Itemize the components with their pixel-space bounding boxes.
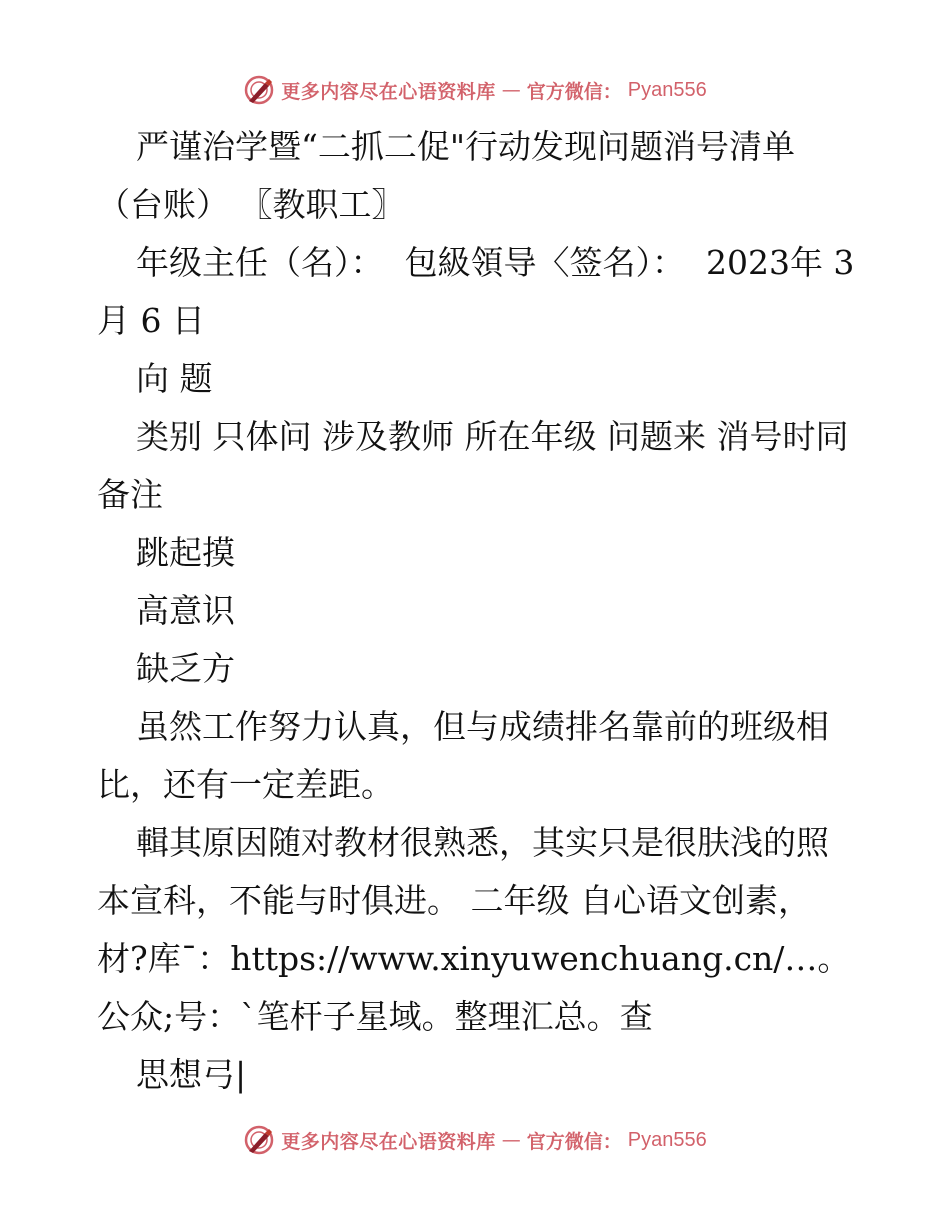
watermark-dash: — <box>501 79 521 101</box>
table-header-line: 类别 只体问 涉及教师 所在年级 问题来 消号时同 备注 <box>97 417 859 514</box>
text-line: 高意识 <box>136 591 235 630</box>
text-paragraph: 虽然工作努力认真，但与成绩排名靠前的班级相比，还有一定差距。 <box>97 707 829 804</box>
watermark-wechat-label: 官方微信： <box>526 1130 622 1153</box>
signature-line: 年级主任（名）： 包級領导〈签名）： 2023年 3 月 6 日 <box>97 243 865 340</box>
text-line: 跳起摸 <box>136 533 235 572</box>
watermark-dash: — <box>501 1129 521 1151</box>
pen-logo-icon <box>243 74 275 106</box>
text-paragraph: 輯其原因随对教材很熟悉，其实只是很肤浅的照本宣科，不能与时俱进。 二年级 自心语文创素，材?库¯：https://www.xinyuwenchuang.cn/…。公众;号：`笔杆子星域。整理汇总。查 <box>97 823 851 1036</box>
text-line: 向 题 <box>136 359 213 398</box>
watermark-footer-inner <box>243 1124 707 1156</box>
text-line: 思想弓| <box>136 1055 247 1094</box>
text-line: 缺乏方 <box>136 649 235 688</box>
watermark-footer <box>0 1120 950 1160</box>
watermark-site-name: 更多内容尽在心语资料库 <box>281 80 496 103</box>
document-body <box>97 118 865 1104</box>
watermark-wechat-label: 官方微信： <box>526 80 622 103</box>
watermark-wechat-id: Pyan556 <box>627 1128 707 1151</box>
watermark-header-inner <box>243 74 707 106</box>
watermark-site-name: 更多内容尽在心语资料库 <box>281 1130 496 1153</box>
document-title: 严谨治学暨“二抓二促"行动发现问题消号清单（台账） 〖教职工〗 <box>97 127 796 224</box>
watermark-header <box>0 70 950 110</box>
watermark-wechat-id: Pyan556 <box>627 78 707 101</box>
pen-logo-icon <box>243 1124 275 1156</box>
